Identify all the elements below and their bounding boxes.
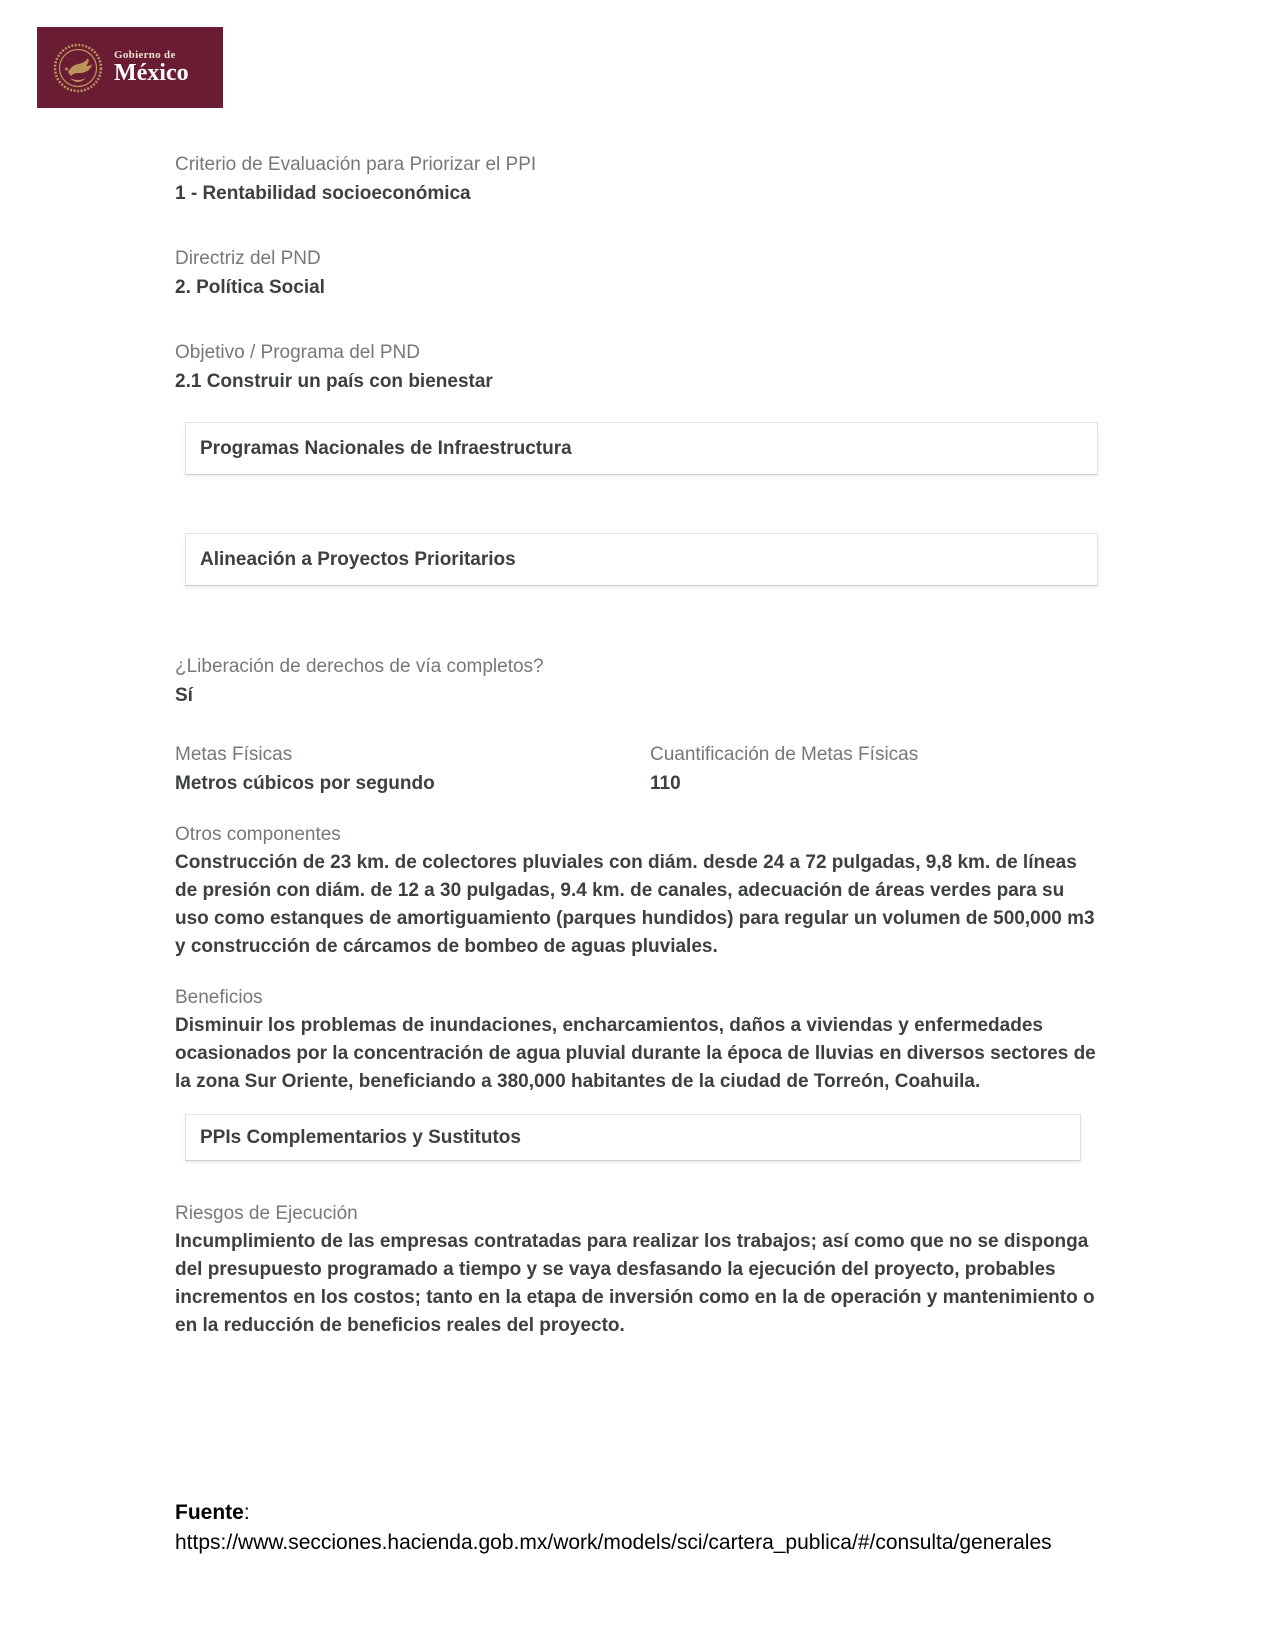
row-metas-fisicas — [175, 740, 1098, 798]
field-objetivo-value: 2.1 Construir un país con bienestar — [175, 371, 493, 392]
field-cuantificacion-label: Cuantificación de Metas Físicas — [650, 744, 919, 765]
footer-source — [175, 1498, 1098, 1558]
field-riesgos-ejecucion — [175, 1199, 1098, 1340]
field-metas-fisicas — [175, 740, 650, 798]
field-metas-label: Metas Físicas — [175, 744, 293, 765]
field-criterio-label: Criterio de Evaluación para Priorizar el PPI — [175, 154, 537, 175]
field-objetivo-pnd — [175, 338, 1098, 396]
field-criterio-value: 1 - Rentabilidad socioeconómica — [175, 183, 471, 204]
field-beneficios-label: Beneficios — [175, 987, 263, 1008]
field-otros-componentes — [175, 820, 1098, 961]
field-cuantificacion-value: 110 — [650, 773, 681, 794]
field-liberacion-derechos — [175, 652, 1098, 710]
footer-source-separator: : — [243, 1501, 250, 1524]
field-cuantificacion-metas — [650, 740, 1098, 798]
field-metas-value: Metros cúbicos por segundo — [175, 773, 435, 794]
section-header-alineacion-proyectos: Alineación a Proyectos Prioritarios — [185, 533, 1098, 586]
main-content — [175, 0, 1098, 1558]
section-header-programas-nacionales: Programas Nacionales de Infraestructura — [185, 422, 1098, 475]
field-criterio-evaluacion — [175, 150, 1098, 208]
section-header-ppis-complementarios: PPIs Complementarios y Sustitutos — [185, 1114, 1081, 1161]
footer-source-url[interactable]: https://www.secciones.hacienda.gob.mx/work/models/sci/cartera_publica/#/consulta/generales — [175, 1531, 1052, 1554]
field-beneficios-value: Disminuir los problemas de inundaciones, encharcamientos, daños a viviendas y enfermedades ocasionados por la concentración de agua pluvial durante la época de lluvias en diversos sectores de la zona Sur Oriente, beneficiando a 380,000 habitantes de la ciudad de Torreón, Coahuila. — [175, 1015, 1096, 1092]
footer-source-line — [175, 1498, 1098, 1528]
mexico-eagle-seal-icon — [53, 43, 103, 93]
field-otros-value: Construcción de 23 km. de colectores pluviales con diám. desde 24 a 72 pulgadas, 9,8 km. de líneas de presión con diám. de 12 a 30 pulgadas, 9.4 km. de canales, adecuación de áreas verdes para su uso como estanques de amortiguamiento (parques hundidos) para regular un volumen de 500,000 m3 y construcción de cárcamos de bombeo de aguas pluviales. — [175, 852, 1095, 957]
field-directriz-value: 2. Política Social — [175, 277, 325, 298]
field-directriz-label: Directriz del PND — [175, 248, 321, 269]
logo-text-top: Gobierno de — [114, 48, 176, 61]
field-objetivo-label: Objetivo / Programa del PND — [175, 342, 420, 363]
field-riesgos-label: Riesgos de Ejecución — [175, 1203, 358, 1224]
field-directriz-pnd — [175, 244, 1098, 302]
field-otros-label: Otros componentes — [175, 824, 341, 845]
footer-source-label: Fuente — [175, 1501, 244, 1524]
field-liberacion-label: ¿Liberación de derechos de vía completos? — [175, 656, 544, 677]
field-riesgos-value: Incumplimiento de las empresas contratadas para realizar los trabajos; así como que no se disponga del presupuesto programado a tiempo y se vaya desfasando la ejecución del proyecto, probables incrementos en los costos; tanto en la etapa de inversión como en la de operación y mantenimiento o en la reducción de beneficios reales del proyecto. — [175, 1231, 1095, 1336]
field-beneficios — [175, 983, 1098, 1096]
logo-text-bottom: México — [114, 59, 189, 86]
field-liberacion-value: Sí — [175, 685, 193, 706]
